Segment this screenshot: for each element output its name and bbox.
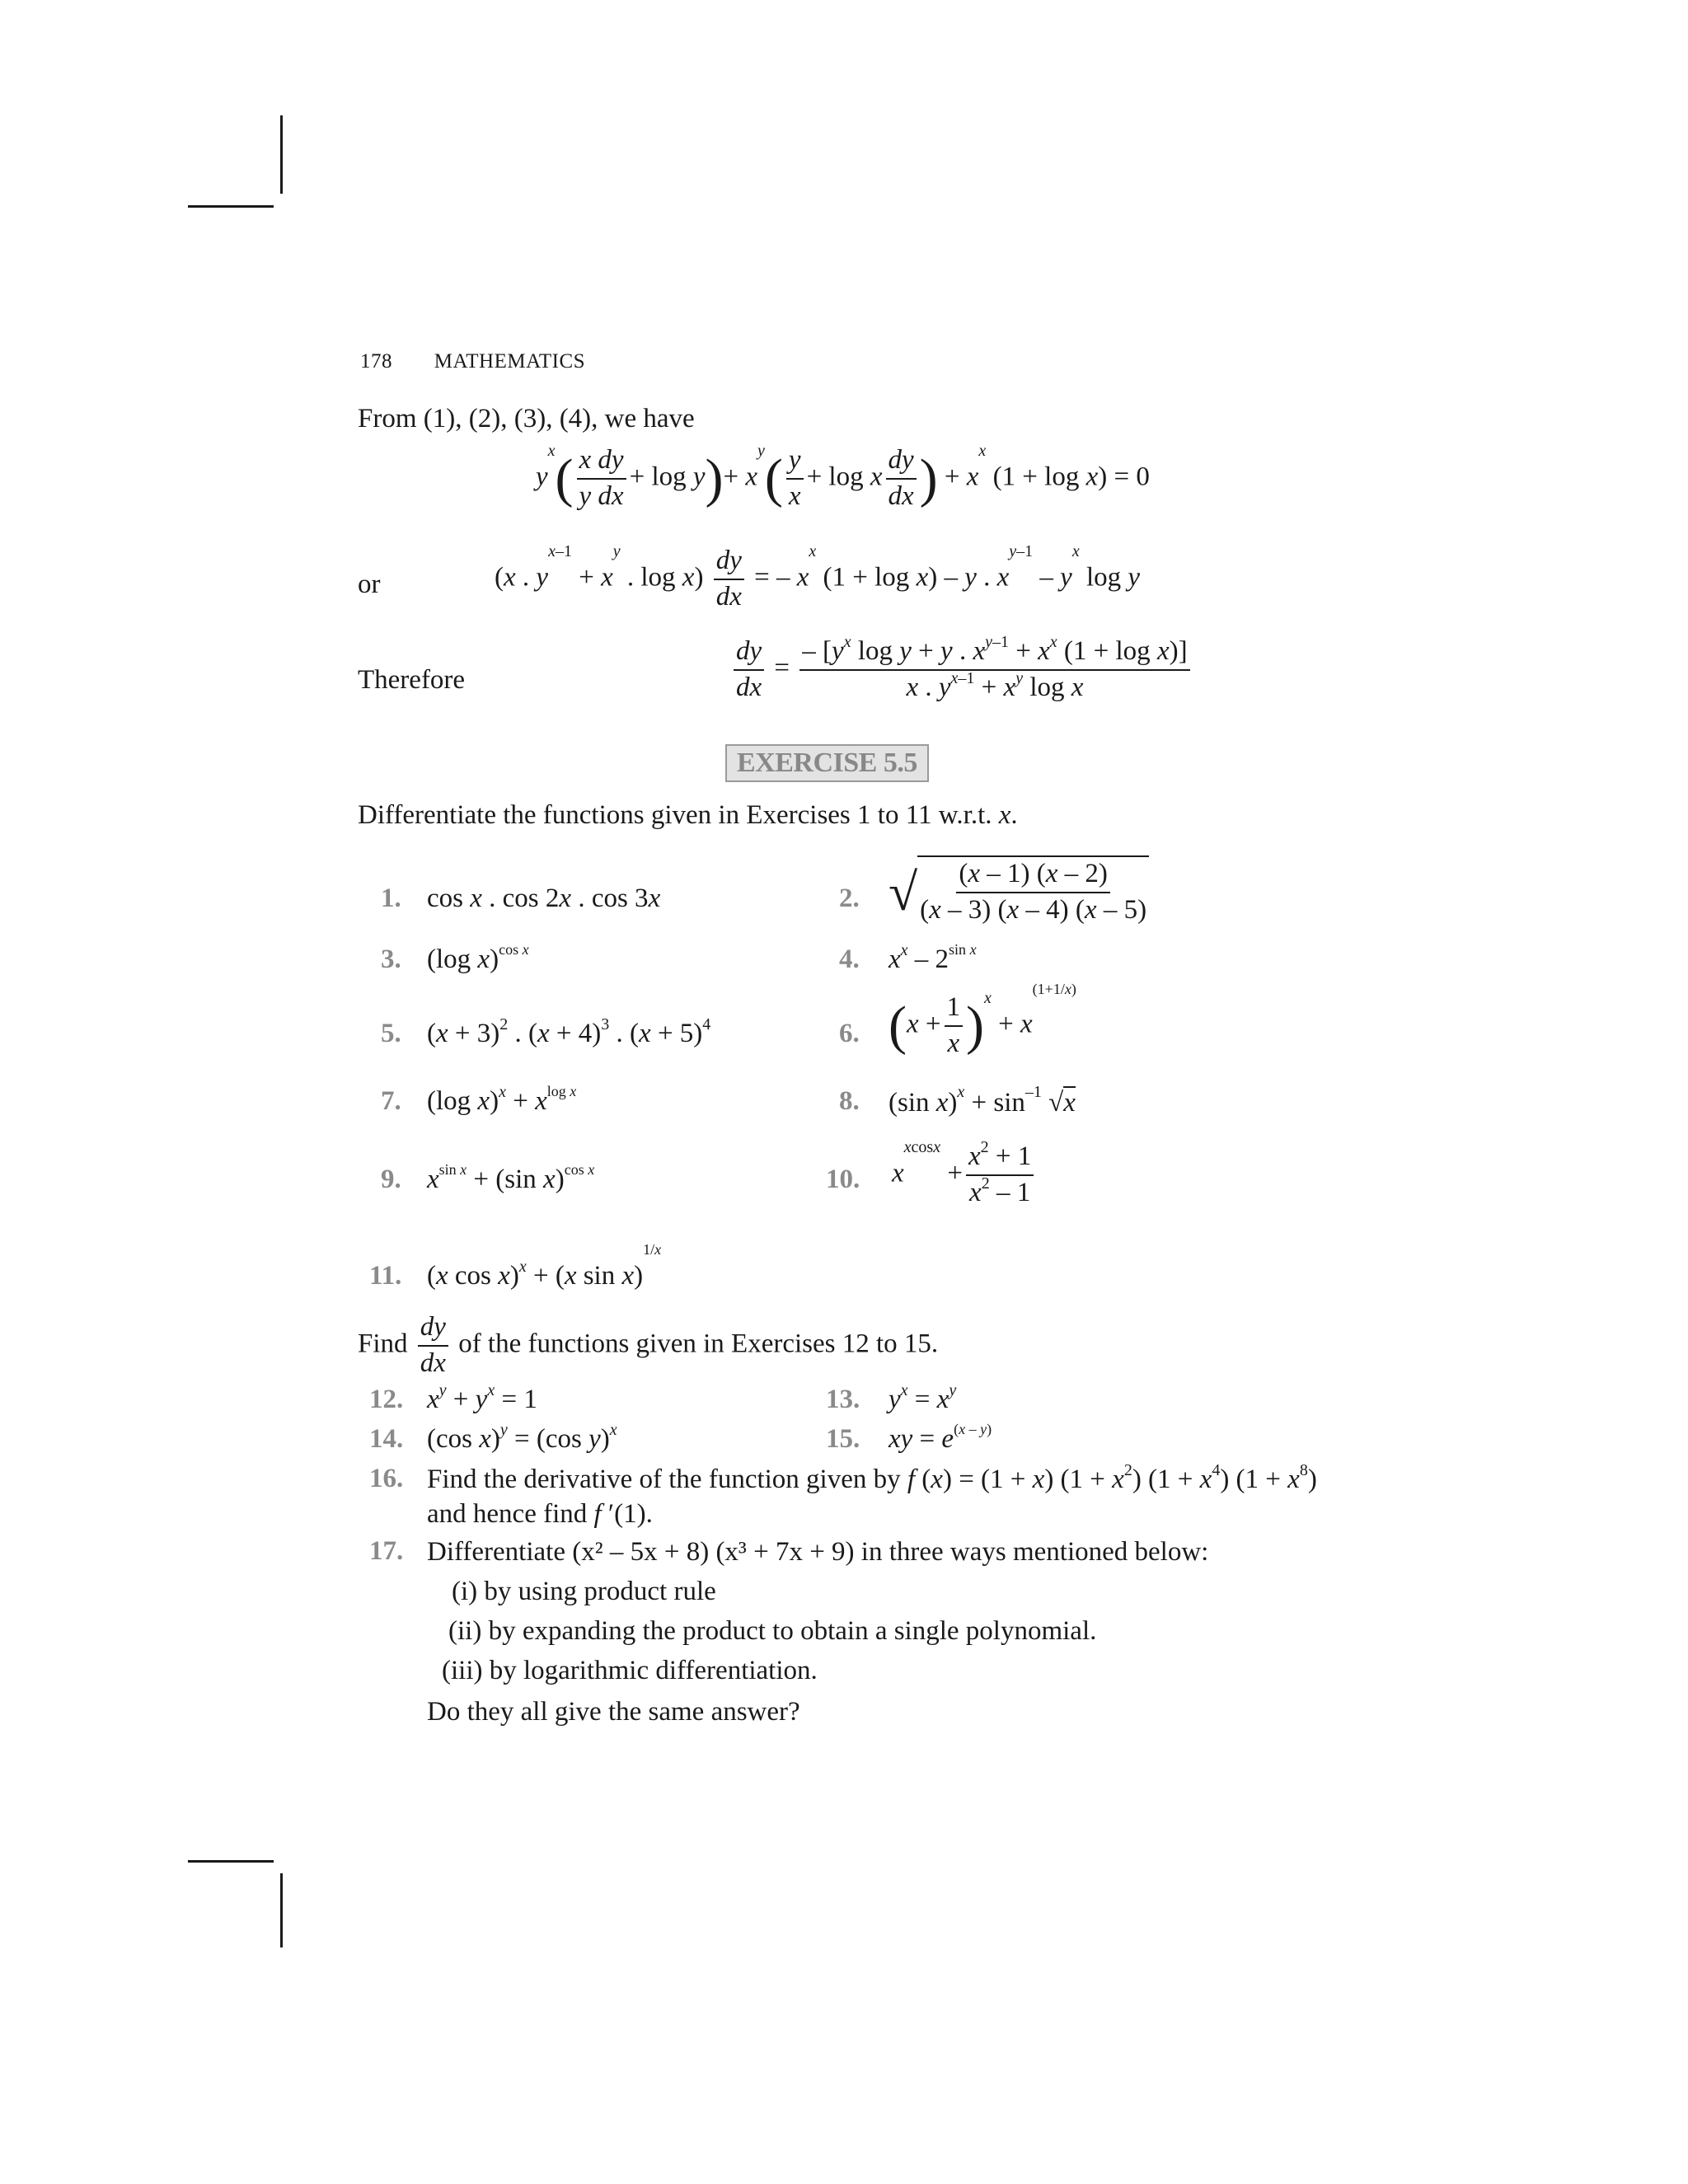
exercise-10-expression: $x^{xcosx}$ + $\frac{x^2 + 1}{x^2 - 1}$ — [892, 1141, 1037, 1209]
find-line: Find $\frac{dy}{dx}$ of the functions given in Exercises 12 to 15. — [358, 1312, 939, 1378]
exercise-number: 15. — [826, 1424, 860, 1454]
exercise-9-expression: $x^{sin x} + (\sin$ x)$^{cos x}$ — [427, 1161, 595, 1194]
exercise-11-expression: (x cos x)$^x$ + (x sin x)$^{1/x}$ — [427, 1241, 662, 1291]
exercise-2-expression: √ $\frac{(x - 1) (x - 2)}{(x - 3) (x - 4) (x - 5)}$ — [889, 855, 1149, 926]
page-number: 178 — [360, 350, 392, 373]
exercise-title: EXERCISE 5.5 — [725, 744, 929, 782]
crop-mark-bottom-horizontal — [188, 1860, 274, 1863]
therefore-label: Therefore — [358, 665, 466, 695]
exercise-6-expression: (x + $\frac{1}{x}$ )$^x + x^{(1+1/x)}$ — [889, 981, 1076, 1058]
exercise-number: 8. — [839, 1086, 860, 1116]
crop-mark-top-horizontal — [188, 205, 274, 208]
exercise-number: 1. — [381, 883, 401, 913]
exercise-4-expression: $x^x - 2^{sin x}$ — [889, 941, 977, 974]
exercise-number: 7. — [381, 1086, 401, 1116]
equation-therefore: $\frac{dy}{dx}$ = $\frac{- [y^x \log y + y . x^{y-1} + x^x (1 + \log x)]}{x . y^{x-1} + x^y \log x}$ — [730, 636, 1193, 704]
from-line: From (1), (2), (3), (4), we have — [358, 404, 695, 434]
exercise-16-line-1: Find the derivative of the function given by f (x) = (1 + x) $(1 + x^2)$ $(1 + x^4)$ $(1 + x^8)$ — [427, 1461, 1317, 1494]
exercise-number: 10. — [826, 1165, 860, 1194]
exercise-3-expression: (log x)$^{cos x}$ — [427, 941, 529, 974]
exercise-14-expression: (cos x)$^y$ = (cos y)$^x$ — [427, 1421, 617, 1454]
exercise-number: 2. — [839, 883, 860, 913]
exercise-13-expression: $y^x = x^y$ — [889, 1381, 957, 1414]
exercise-16-line-2: and hence find f ′(1). — [427, 1499, 653, 1529]
exercise-number: 4. — [839, 944, 860, 974]
exercise-15-expression: xy = $e^{(x - y)}$ — [889, 1421, 992, 1454]
exercise-17-text: Differentiate (x² – 5x + 8) (x³ + 7x + 9) in three ways mentioned below: — [427, 1537, 1209, 1567]
exercise-instruction: Differentiate the functions given in Exercises 1 to 11 w.r.t. x. — [358, 800, 1018, 830]
exercise-number: 5. — [381, 1019, 401, 1048]
exercise-17-item: (iii) by logarithmic differentiation. — [442, 1656, 818, 1685]
exercise-number: 9. — [381, 1165, 401, 1194]
exercise-number: 17. — [369, 1536, 404, 1566]
exercise-number: 3. — [381, 944, 401, 974]
exercise-number: 6. — [839, 1019, 860, 1048]
crop-mark-bottom-vertical — [280, 1873, 283, 1947]
exercise-number: 13. — [826, 1385, 860, 1414]
exercise-number: 14. — [369, 1424, 404, 1454]
exercise-1-expression: cos x . cos 2x . cos 3x — [427, 883, 661, 913]
exercise-7-expression: (log $x)^x + x^{log x}$ — [427, 1083, 577, 1116]
exercise-17-item: (ii) by expanding the product to obtain a single polynomial. — [448, 1616, 1097, 1646]
exercise-8-expression: (sin $x)^x + \sin^{-1} √x$ — [889, 1083, 1076, 1118]
exercise-number: 12. — [369, 1385, 404, 1414]
exercise-17-question: Do they all give the same answer? — [427, 1697, 800, 1727]
exercise-number: 16. — [369, 1464, 404, 1493]
exercise-5-expression: $(x + 3)^2$ . $(x + 4)^3$ . $(x + 5)^4$ — [427, 1015, 711, 1048]
equation-or: (x . $y^{x-1} + x^y$ . log x) $\frac{dy}{dx}$ = – $x^x$ (1 + log x) – y . $x^{y-1} - y^x$ log y — [495, 542, 1141, 612]
equation-sum: $y^x$( $\frac{\text{x dy}}{\text{y dx}}$ + $\log y)+ x^y$( $\frac{y}{x}$ + log x $\frac{dy}{dx}$ ) + $x^x$ (1 + log x) = 0 — [536, 442, 1150, 511]
or-label: or — [358, 569, 381, 599]
exercise-17-item: (i) by using product rule — [452, 1577, 716, 1606]
exercise-12-expression: $x^y + y^x = 1$ — [427, 1381, 537, 1414]
running-title: MATHEMATICS — [434, 350, 586, 373]
exercise-number: 11. — [369, 1261, 402, 1291]
crop-mark-top-vertical — [280, 115, 283, 194]
